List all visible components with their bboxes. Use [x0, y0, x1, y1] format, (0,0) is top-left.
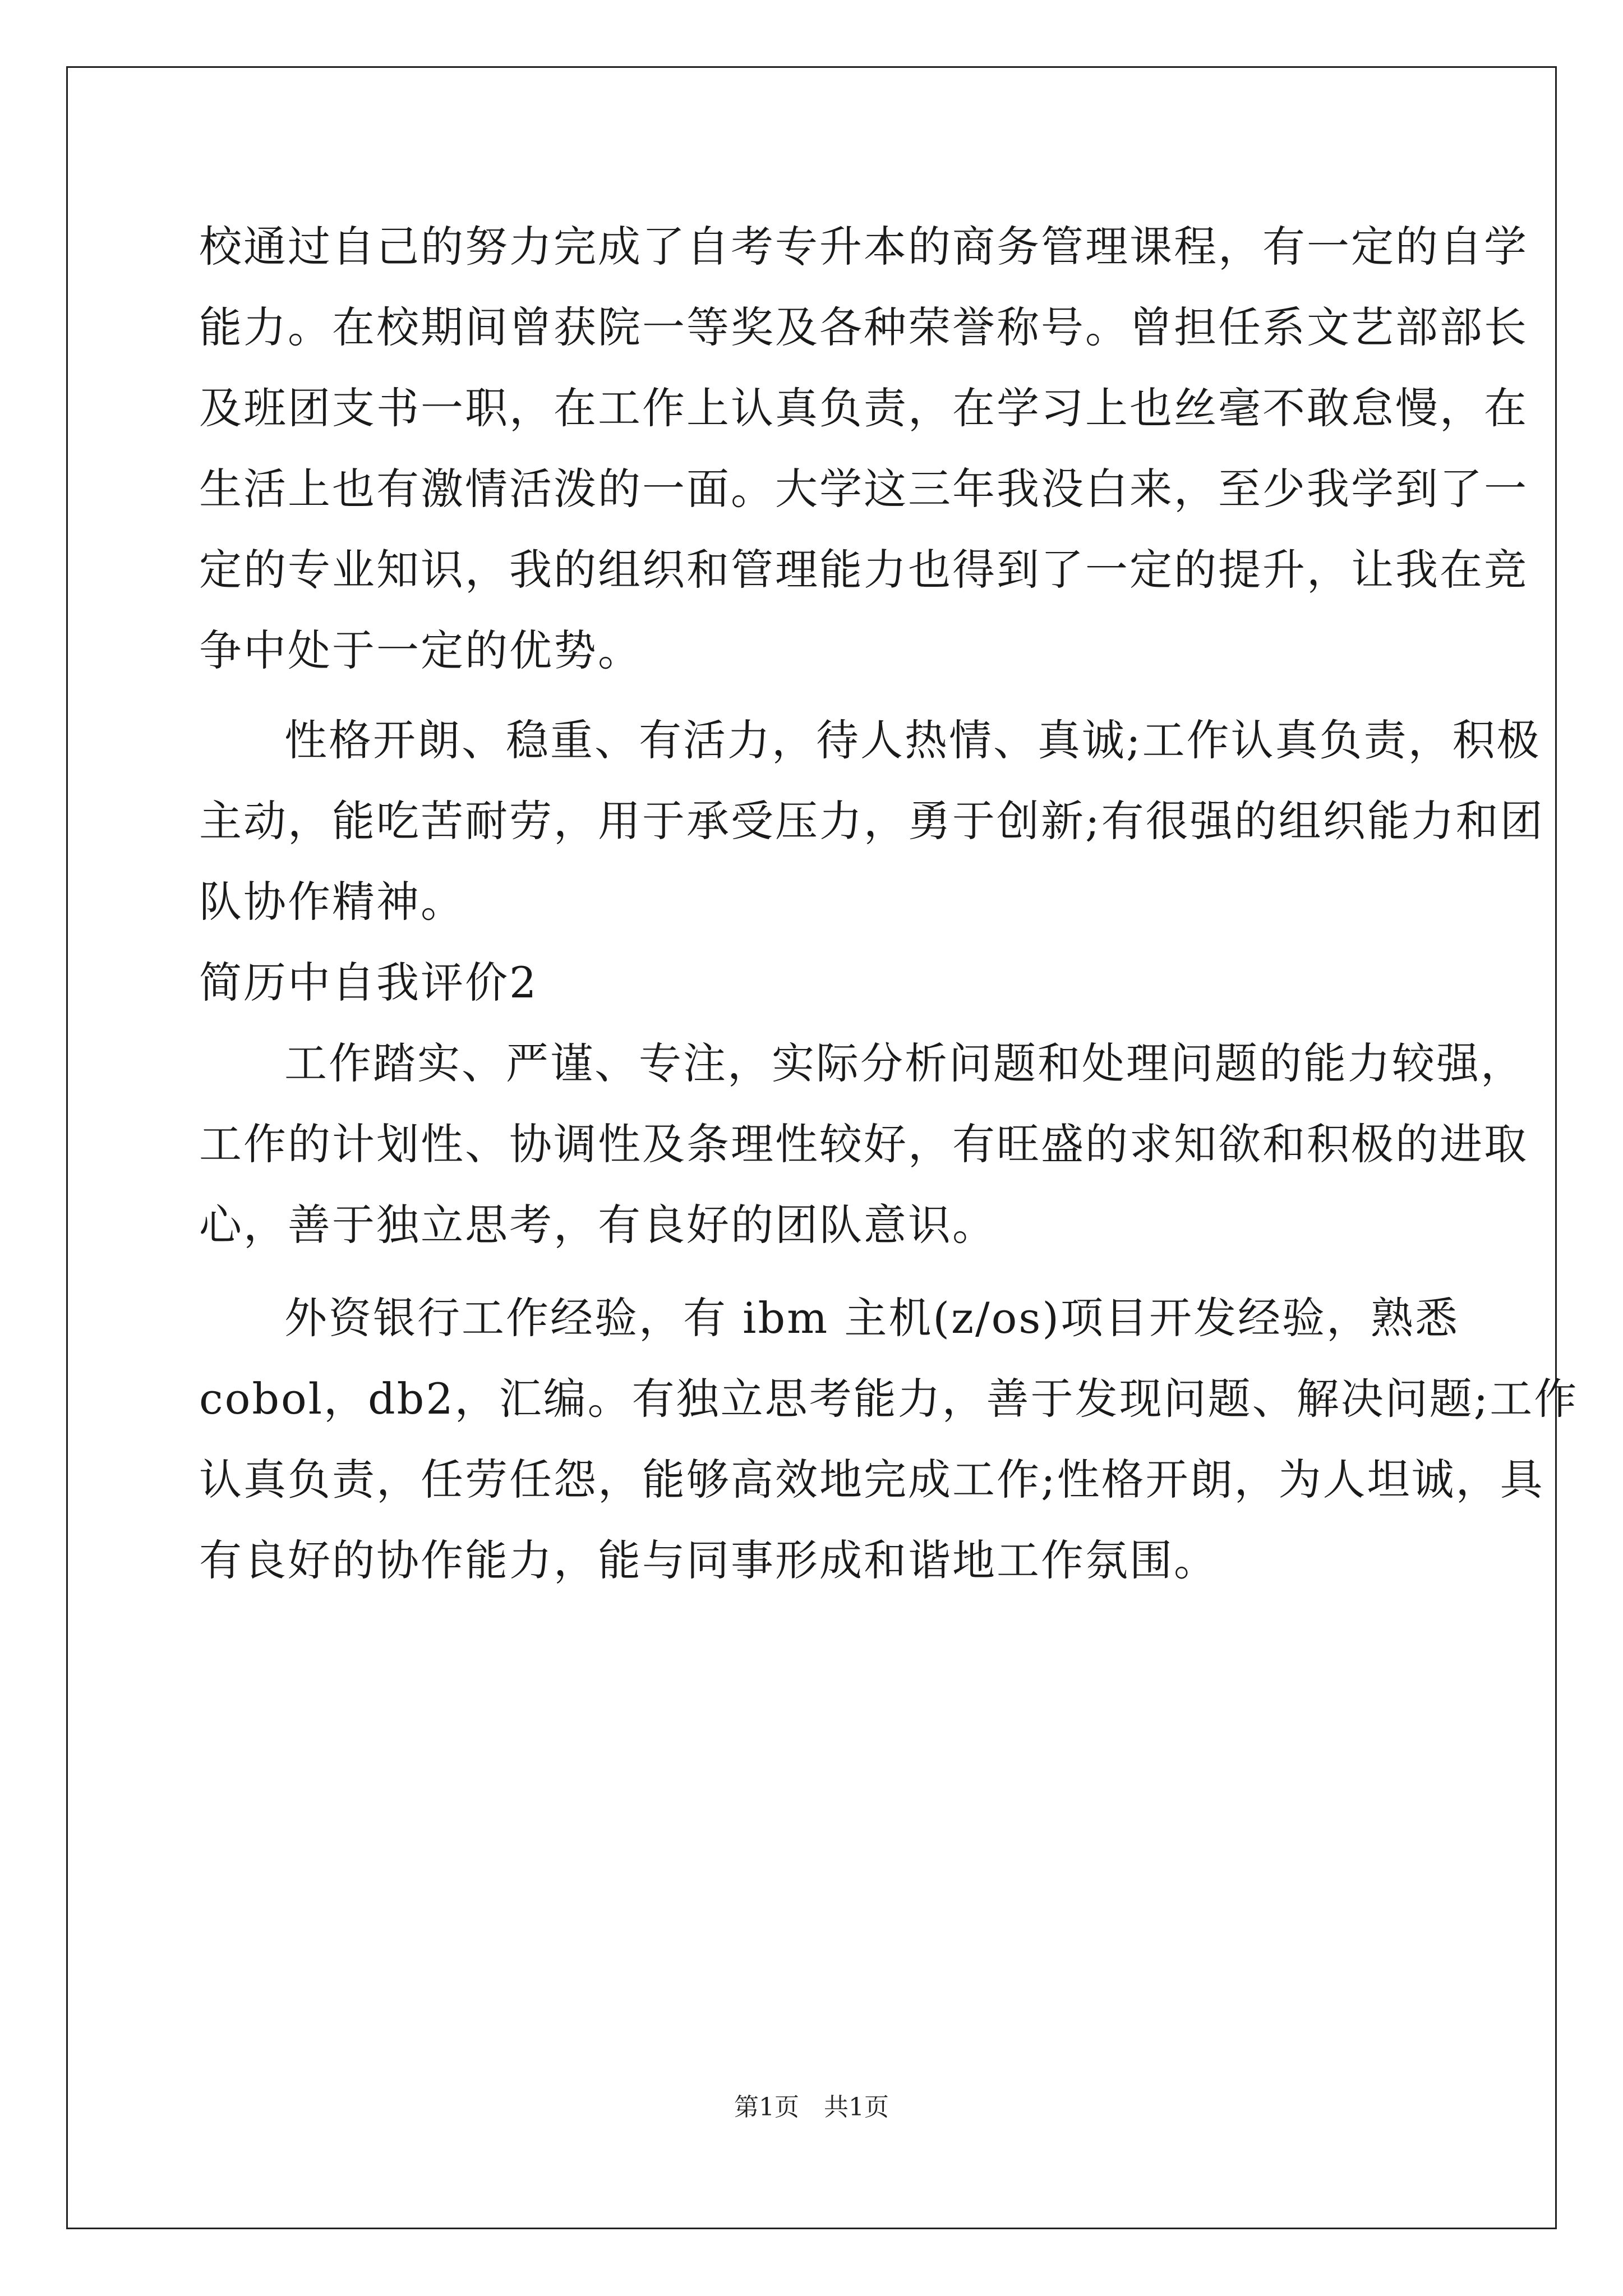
- text-line: 认真负责，任劳任怨，能够高效地完成工作;性格开朗，为人坦诚，具: [199, 1455, 1544, 1504]
- text-line: 及班团支书一职，在工作上认真负责，在学习上也丝毫不敢怠慢，在: [199, 383, 1528, 433]
- text-line: 定的专业知识，我的组织和管理能力也得到了一定的提升，让我在竞: [199, 545, 1528, 595]
- text-line: 能力。在校期间曾获院一等奖及各种荣誉称号。曾担任系文艺部部长: [199, 302, 1528, 352]
- paragraph-1: [199, 206, 1528, 691]
- text-line: 生活上也有激情活泼的一面。大学这三年我没白来，至少我学到了一: [199, 464, 1528, 514]
- text-line: 工作的计划性、协调性及条理性较好，有旺盛的求知欲和积极的进取: [199, 1119, 1528, 1169]
- text-line: 有良好的协作能力，能与同事形成和谐地工作氛围。: [199, 1535, 1218, 1585]
- text-line: 队协作精神。: [199, 877, 465, 927]
- text-line: cobol，db2，汇编。有独立思考能力，善于发现问题、解决问题;工作: [199, 1374, 1579, 1424]
- section-heading: 简历中自我评价2: [199, 958, 538, 1007]
- text-line: 校通过自己的努力完成了自考专升本的商务管理课程，有一定的自学: [199, 222, 1528, 272]
- text-line: 争中处于一定的优势。: [199, 625, 642, 675]
- text-line: 性格开朗、稳重、有活力，待人热情、真诚;工作认真负责，积极: [284, 715, 1541, 765]
- paragraph-3: [199, 1023, 1528, 1266]
- page-number-footer: 第1页 共1页: [734, 2093, 889, 2122]
- text-line: 工作踏实、严谨、专注，实际分析问题和处理问题的能力较强，: [284, 1038, 1525, 1088]
- document-body: [199, 206, 1579, 1601]
- text-line: 心，善于独立思考，有良好的团队意识。: [199, 1200, 997, 1250]
- text-line: 外资银行工作经验，有 ibm 主机(z/os)项目开发经验，熟悉: [284, 1293, 1460, 1343]
- paragraph-4: [199, 1278, 1579, 1601]
- text-line: 主动，能吃苦耐劳，用于承受压力，勇于创新;有很强的组织能力和团: [199, 796, 1544, 846]
- paragraph-2: [199, 700, 1544, 942]
